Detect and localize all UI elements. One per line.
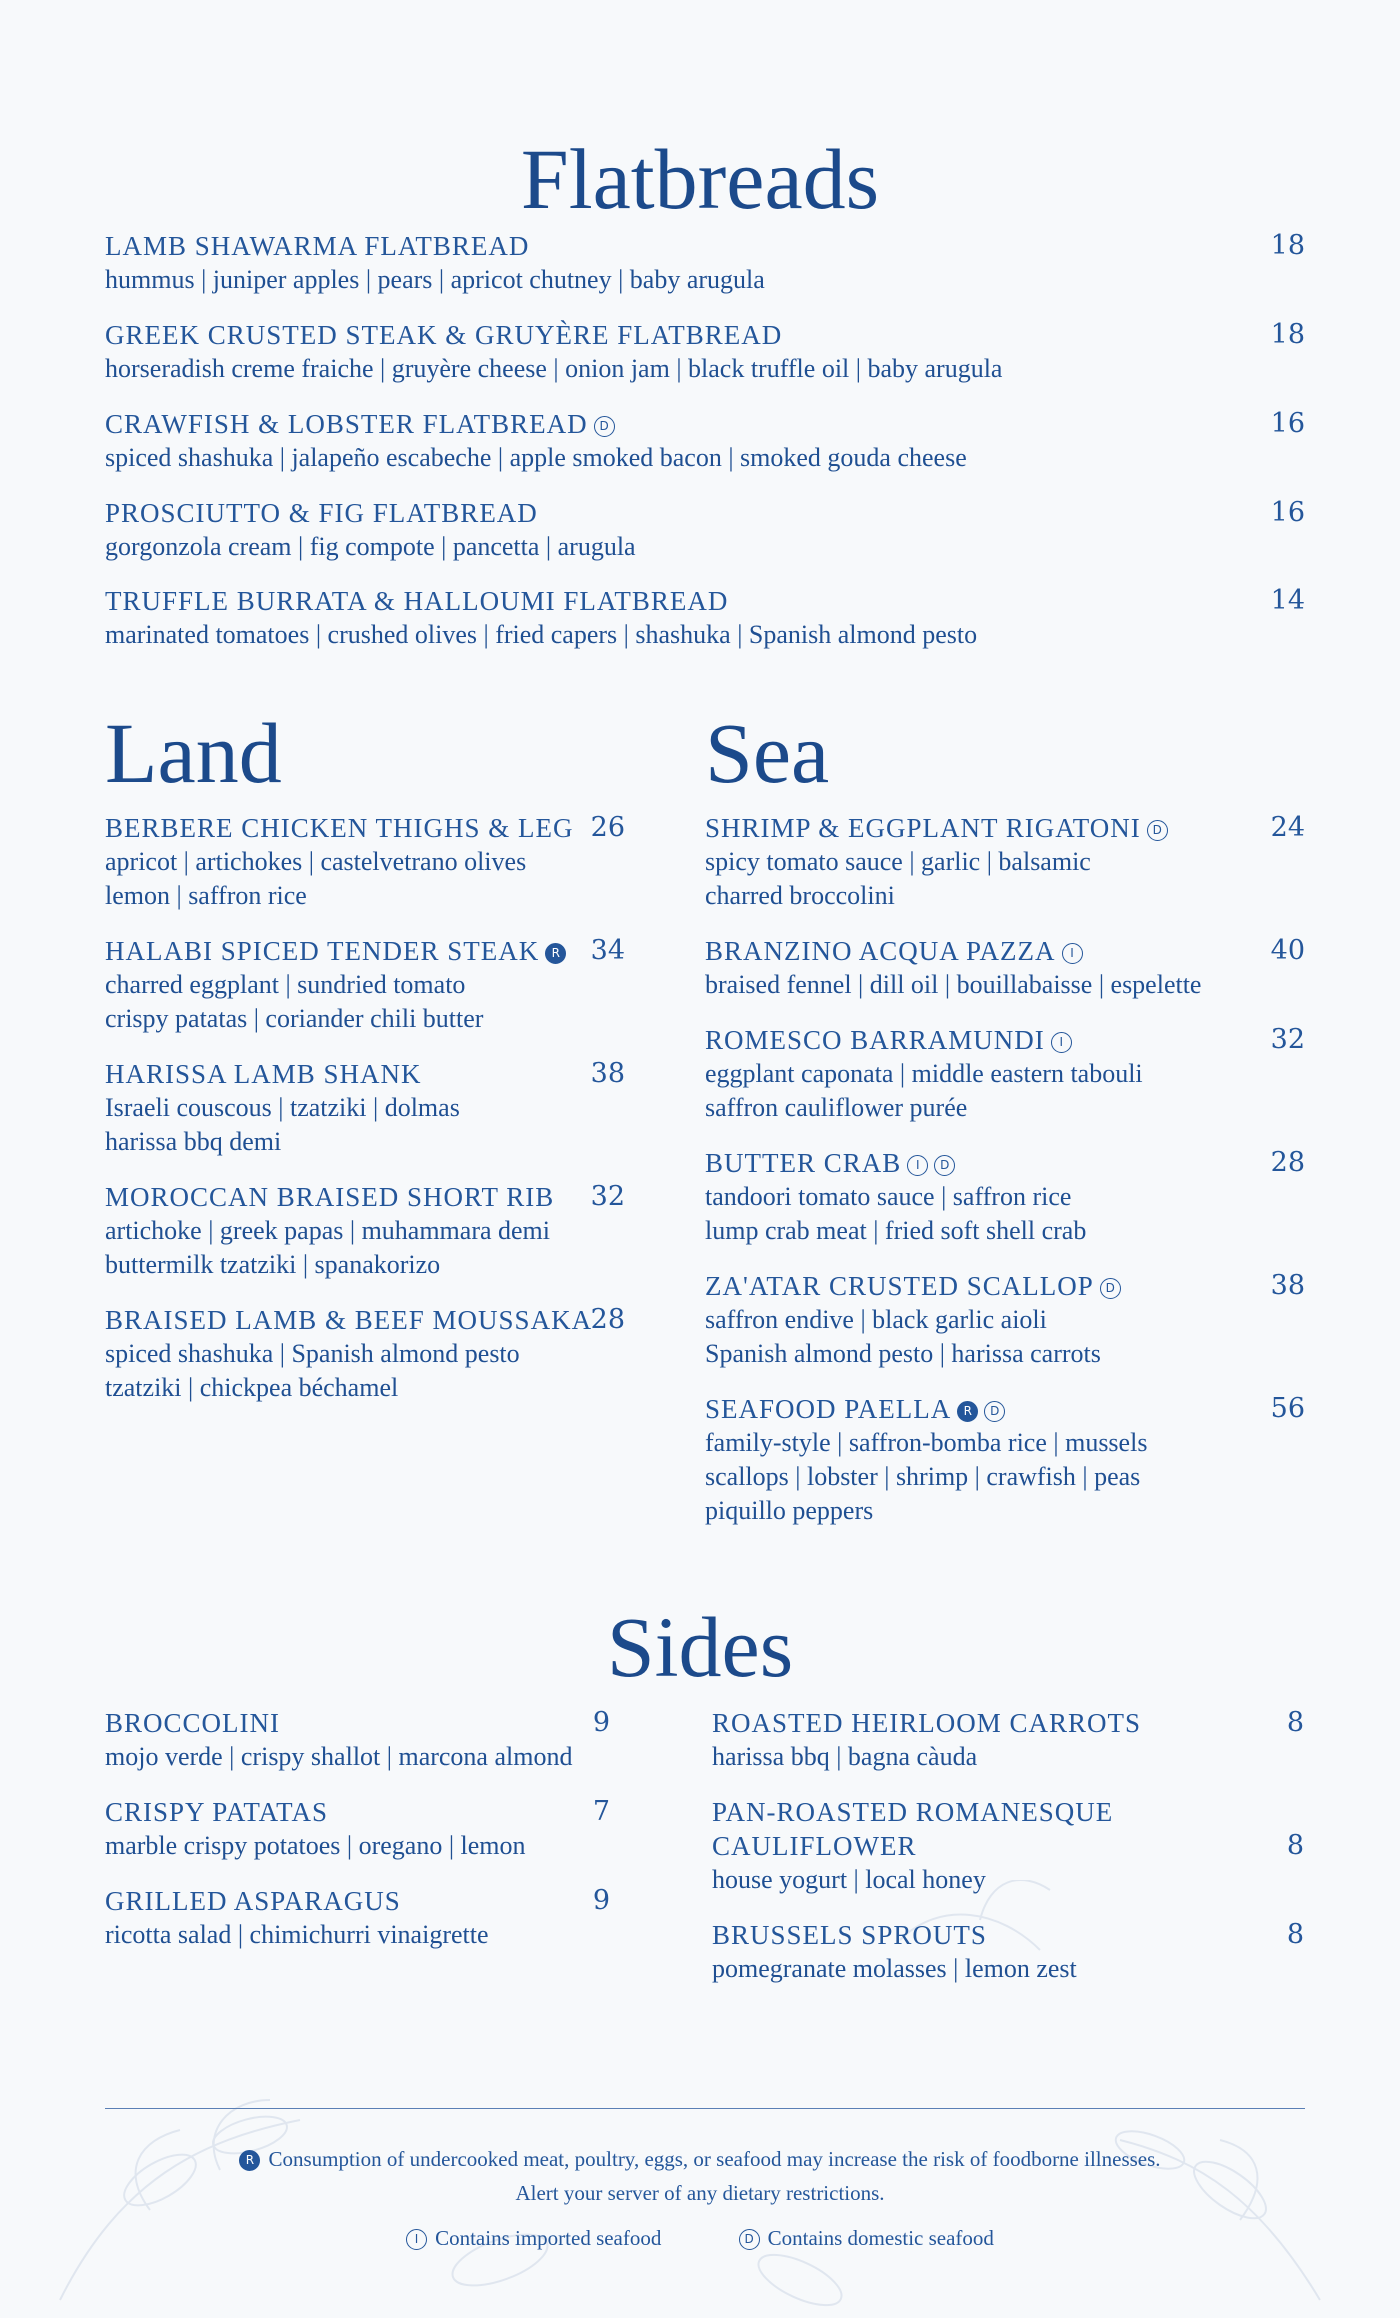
menu-item (105, 229, 1305, 297)
menu-item (105, 407, 1305, 475)
menu-item (105, 318, 1305, 386)
menu-item (105, 496, 1305, 564)
item-name (105, 1706, 610, 1740)
warning-text: Consumption of undercooked meat, poultry, eggs, or seafood may increase the risk of foodborne illnesses. (268, 2147, 1161, 2171)
item-name-text: HARISSA LAMB SHANK (105, 1059, 422, 1089)
item-price: 9 (592, 1707, 610, 1738)
item-description: spiced shashuka | jalapeño escabeche | apple smoked bacon | smoked gouda cheese (105, 443, 967, 472)
item-description: piquillo peppers (705, 1496, 874, 1525)
raw-symbol-icon: R (239, 2150, 260, 2171)
menu-item (705, 934, 1305, 1002)
item-name (712, 1795, 1304, 1829)
item-description: harissa bbq demi (105, 1127, 282, 1156)
item-name (712, 1918, 1304, 1952)
item-name-text: ROMESCO BARRAMUNDI (705, 1025, 1045, 1055)
item-price: 8 (1286, 1707, 1304, 1738)
menu-item (712, 1918, 1304, 1986)
item-name (105, 1795, 610, 1829)
item-name (105, 1303, 625, 1337)
menu-item (105, 811, 625, 913)
menu-item (105, 1057, 625, 1159)
menu-item (105, 1884, 610, 1952)
legend-imported (406, 2221, 661, 2255)
item-description: mojo verde | crispy shallot | marcona almond (105, 1742, 573, 1771)
item-price: 18 (1270, 319, 1305, 350)
item-price: 8 (1286, 1919, 1304, 1950)
item-description: lemon | saffron rice (105, 881, 307, 910)
flatbreads-title: Flatbreads (520, 131, 880, 227)
item-price: 56 (1270, 1393, 1305, 1424)
legend (0, 2221, 1400, 2255)
item-name-text: CRAWFISH & LOBSTER FLATBREAD (105, 409, 588, 439)
item-price: 7 (592, 1796, 610, 1827)
item-description: charred broccolini (705, 881, 895, 910)
item-description: gorgonzola cream | fig compote | pancetta | arugula (105, 532, 636, 561)
item-name-text: CRISPY PATATAS (105, 1797, 329, 1827)
item-price: 8 (1286, 1830, 1304, 1861)
domestic-seafood-icon: D (1100, 1278, 1121, 1299)
item-description: Israeli couscous | tzatziki | dolmas (105, 1093, 460, 1122)
item-description: lump crab meat | fried soft shell crab (705, 1216, 1087, 1245)
item-description: tandoori tomato sauce | saffron rice (705, 1182, 1072, 1211)
item-description: eggplant caponata | middle eastern tabouli (705, 1059, 1143, 1088)
item-name (105, 811, 625, 845)
land-title: Land (105, 705, 282, 801)
menu-item (712, 1795, 1304, 1897)
item-name (105, 407, 1305, 441)
item-name-text: PAN-ROASTED ROMANESQUE (712, 1797, 1114, 1827)
menu-item (705, 1269, 1305, 1371)
legend-domestic-text: Contains domestic seafood (767, 2226, 994, 2250)
item-name-text: PROSCIUTTO & FIG FLATBREAD (105, 498, 538, 528)
item-price: 32 (1270, 1024, 1305, 1055)
sides-title: Sides (606, 1599, 794, 1695)
item-name-line2: CAULIFLOWER (712, 1831, 917, 1861)
dietary-alert: Alert your server of any dietary restrictions. (515, 2181, 885, 2205)
item-name (105, 1884, 610, 1918)
item-description: braised fennel | dill oil | bouillabaisse | espelette (705, 970, 1202, 999)
item-name-text: TRUFFLE BURRATA & HALLOUMI FLATBREAD (105, 586, 729, 616)
item-price: 16 (1270, 497, 1305, 528)
item-price: 26 (590, 812, 625, 843)
item-name-text: SHRIMP & EGGPLANT RIGATONI (705, 813, 1141, 843)
item-name-text: BRUSSELS SPROUTS (712, 1920, 987, 1950)
item-description: spicy tomato sauce | garlic | balsamic (705, 847, 1091, 876)
item-description: apricot | artichokes | castelvetrano olives (105, 847, 527, 876)
item-name (105, 934, 625, 968)
item-name-text: ZA'ATAR CRUSTED SCALLOP (705, 1271, 1094, 1301)
item-description: buttermilk tzatziki | spanakorizo (105, 1250, 441, 1279)
item-price: 38 (590, 1058, 625, 1089)
item-description: Spanish almond pesto | harissa carrots (705, 1339, 1101, 1368)
item-description: house yogurt | local honey (712, 1865, 986, 1894)
imported-seafood-icon: I (1051, 1032, 1072, 1053)
item-name-text: GREEK CRUSTED STEAK & GRUYÈRE FLATBREAD (105, 320, 783, 350)
item-description: tzatziki | chickpea béchamel (105, 1373, 399, 1402)
item-name (105, 318, 1305, 352)
item-name (105, 584, 1305, 618)
item-description: harissa bbq | bagna càuda (712, 1742, 978, 1771)
item-description: hummus | juniper apples | pears | apricot chutney | baby arugula (105, 265, 765, 294)
item-name (105, 229, 1305, 263)
imported-seafood-icon: I (1062, 943, 1083, 964)
item-price: 28 (1270, 1147, 1305, 1178)
item-price: 32 (590, 1181, 625, 1212)
domestic-seafood-icon: D (934, 1155, 955, 1176)
item-name (705, 1269, 1305, 1303)
menu-item (105, 1180, 625, 1282)
domestic-seafood-icon: D (594, 416, 615, 437)
item-description: saffron endive | black garlic aioli (705, 1305, 1047, 1334)
item-description: artichoke | greek papas | muhammara demi (105, 1216, 551, 1245)
item-name (105, 1180, 625, 1214)
foodborne-warning (0, 2142, 1400, 2176)
menu-item (705, 1392, 1305, 1528)
item-name (105, 1057, 625, 1091)
item-name-text: BRANZINO ACQUA PAZZA (705, 936, 1056, 966)
item-name (105, 496, 1305, 530)
item-name-text: ROASTED HEIRLOOM CARROTS (712, 1708, 1142, 1738)
item-name (705, 1146, 1305, 1180)
menu-item (705, 1023, 1305, 1125)
domestic-seafood-icon: D (1147, 820, 1168, 841)
item-price: 9 (592, 1885, 610, 1916)
item-price: 40 (1270, 935, 1305, 966)
item-price: 14 (1270, 585, 1305, 616)
item-name-text: MOROCCAN BRAISED SHORT RIB (105, 1182, 555, 1212)
item-description: pomegranate molasses | lemon zest (712, 1954, 1077, 1983)
item-name (705, 1392, 1305, 1426)
item-price: 24 (1270, 812, 1305, 843)
menu-item (705, 1146, 1305, 1248)
item-name-text: LAMB SHAWARMA FLATBREAD (105, 231, 530, 261)
item-name-text: SEAFOOD PAELLA (705, 1394, 952, 1424)
menu-item (105, 934, 625, 1036)
legend-domestic (739, 2221, 994, 2255)
item-name-text: BUTTER CRAB (705, 1148, 902, 1178)
item-description: crispy patatas | coriander chili butter (105, 1004, 484, 1033)
item-price: 18 (1270, 230, 1305, 261)
legend-imported-text: Contains imported seafood (435, 2226, 662, 2250)
imported-seafood-icon: I (406, 2229, 427, 2250)
item-description: charred eggplant | sundried tomato (105, 970, 466, 999)
item-price: 34 (590, 935, 625, 966)
item-name (705, 934, 1305, 968)
item-description: family-style | saffron-bomba rice | mussels (705, 1428, 1148, 1457)
menu-item (105, 584, 1305, 652)
menu-item (105, 1795, 610, 1863)
sea-title: Sea (705, 705, 830, 801)
menu-item (705, 811, 1305, 913)
imported-seafood-icon: I (907, 1155, 928, 1176)
menu-item (105, 1303, 625, 1405)
item-price: 38 (1270, 1270, 1305, 1301)
item-description: horseradish creme fraiche | gruyère cheese | onion jam | black truffle oil | baby arugula (105, 354, 1003, 383)
item-name (705, 1023, 1305, 1057)
item-name-text: BERBERE CHICKEN THIGHS & LEG (105, 813, 574, 843)
item-description: marble crispy potatoes | oregano | lemon (105, 1831, 526, 1860)
menu-item (105, 1706, 610, 1774)
item-description: marinated tomatoes | crushed olives | fried capers | shashuka | Spanish almond pesto (105, 620, 978, 649)
domestic-seafood-icon: D (984, 1401, 1005, 1422)
raw-symbol-icon: R (545, 943, 566, 964)
item-name-text: HALABI SPICED TENDER STEAK (105, 936, 540, 966)
raw-symbol-icon: R (957, 1401, 978, 1422)
item-description: spiced shashuka | Spanish almond pesto (105, 1339, 520, 1368)
item-price: 16 (1270, 408, 1305, 439)
item-name-text: BROCCOLINI (105, 1708, 281, 1738)
item-name (705, 811, 1305, 845)
domestic-seafood-icon: D (739, 2229, 760, 2250)
item-name-text: BRAISED LAMB & BEEF MOUSSAKA (105, 1305, 593, 1335)
item-name-text: GRILLED ASPARAGUS (105, 1886, 401, 1916)
item-price: 28 (590, 1304, 625, 1335)
item-description: ricotta salad | chimichurri vinaigrette (105, 1920, 489, 1949)
footer-divider (105, 2108, 1305, 2109)
menu-item (712, 1706, 1304, 1774)
item-name (712, 1706, 1304, 1740)
item-description: scallops | lobster | shrimp | crawfish | peas (705, 1462, 1141, 1491)
item-description: saffron cauliflower purée (705, 1093, 968, 1122)
